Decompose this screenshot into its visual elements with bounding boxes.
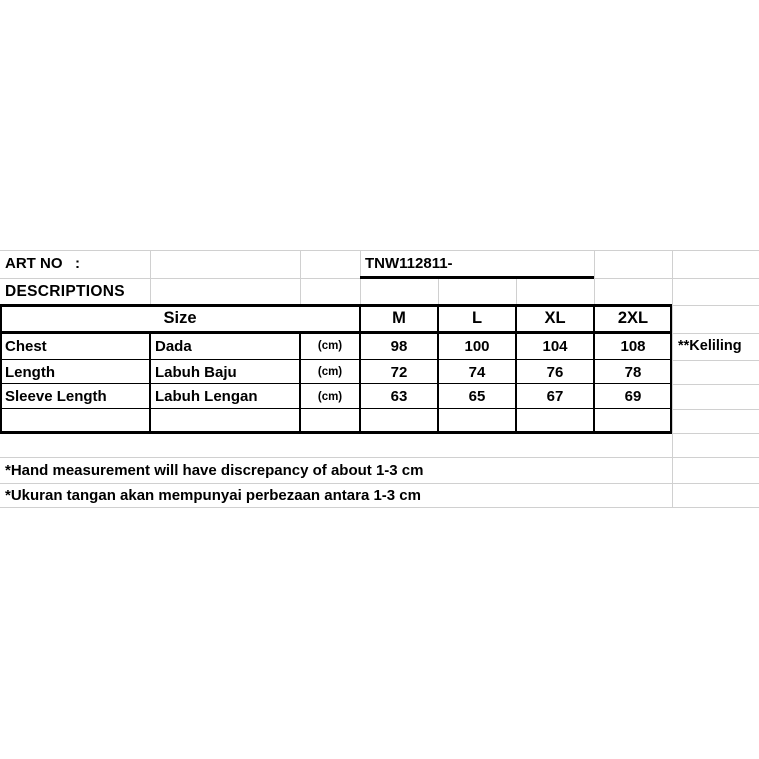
grid-line bbox=[672, 250, 673, 507]
grid-line bbox=[300, 250, 301, 305]
value-chest-xl: 104 bbox=[542, 337, 568, 355]
grid-line bbox=[672, 409, 759, 410]
unit-chest: (cm) bbox=[317, 340, 343, 352]
unit-sleeve: (cm) bbox=[317, 390, 343, 403]
size-column-xl: XL bbox=[544, 309, 566, 327]
column-separator bbox=[149, 331, 151, 433]
size-column-2xl: 2XL bbox=[617, 309, 649, 327]
art-no-label: ART NO : bbox=[5, 255, 80, 272]
measure-chest-en: Chest bbox=[5, 337, 47, 355]
value-length-2xl: 78 bbox=[624, 363, 642, 381]
footnote-malay: *Ukuran tangan akan mempunyai perbezaan antara 1-3 cm bbox=[5, 486, 421, 504]
grid-line bbox=[516, 278, 517, 305]
grid-line bbox=[672, 433, 759, 434]
value-chest-l: 100 bbox=[464, 337, 490, 355]
value-chest-m: 98 bbox=[390, 337, 408, 355]
value-length-l: 74 bbox=[468, 363, 486, 381]
value-length-xl: 76 bbox=[546, 363, 564, 381]
grid-line bbox=[438, 278, 439, 305]
value-sleeve-xl: 67 bbox=[546, 388, 564, 405]
measure-length-my: Labuh Baju bbox=[155, 363, 237, 381]
grid-line bbox=[672, 360, 759, 361]
measure-chest-my: Dada bbox=[155, 337, 192, 355]
keliling-side-note: **Keliling bbox=[678, 338, 742, 354]
grid-line bbox=[594, 250, 595, 305]
measure-sleeve-en: Sleeve Length bbox=[5, 388, 107, 405]
unit-length: (cm) bbox=[317, 366, 343, 378]
footnote-english: *Hand measurement will have discrepancy of about 1-3 cm bbox=[5, 461, 424, 479]
size-header-cell: Size bbox=[163, 309, 197, 327]
art-no-value: TNW112811- bbox=[365, 255, 453, 272]
table-bottom-border bbox=[0, 431, 672, 434]
measure-sleeve-my: Labuh Lengan bbox=[155, 388, 258, 405]
size-column-l: L bbox=[471, 309, 483, 327]
grid-line bbox=[672, 384, 759, 385]
value-length-m: 72 bbox=[390, 363, 408, 381]
value-sleeve-l: 65 bbox=[468, 388, 486, 405]
grid-line bbox=[150, 250, 151, 305]
value-sleeve-m: 63 bbox=[390, 388, 408, 405]
descriptions-label: DESCRIPTIONS bbox=[5, 282, 125, 300]
measure-length-en: Length bbox=[5, 363, 55, 381]
grid-line bbox=[0, 507, 759, 508]
grid-line bbox=[672, 305, 759, 306]
value-chest-2xl: 108 bbox=[620, 337, 646, 355]
value-sleeve-2xl: 69 bbox=[624, 388, 642, 405]
size-column-m: M bbox=[392, 309, 406, 327]
